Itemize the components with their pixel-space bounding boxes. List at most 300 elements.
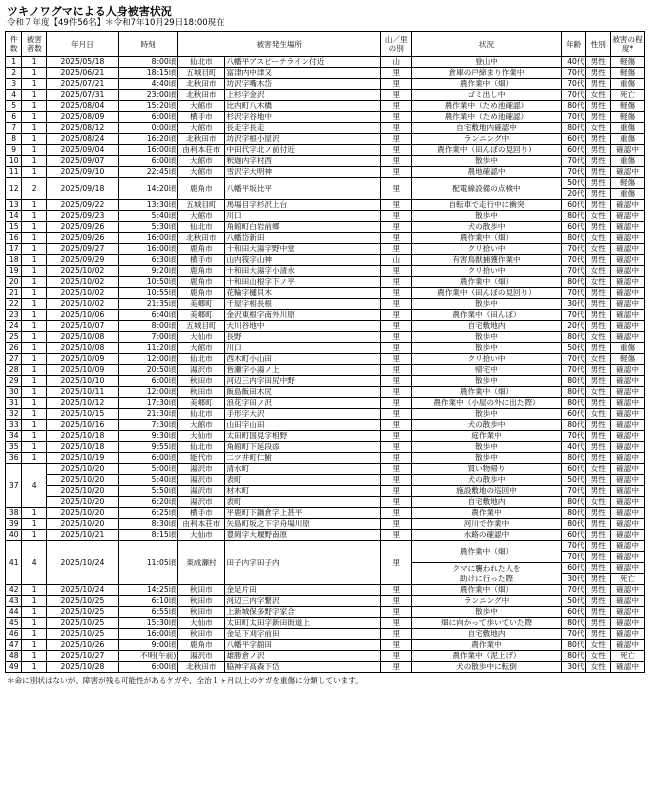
- cell-area: 里: [381, 376, 412, 387]
- cell-sex: 男性: [586, 134, 611, 145]
- cell-situation: クリ拾い中: [412, 354, 562, 365]
- cell-place: 表町: [225, 475, 381, 486]
- cell-victims: 2: [22, 178, 47, 200]
- cell-sex: 男性: [586, 288, 611, 299]
- table-row: [6, 387, 645, 398]
- cell-place: 千屋字相長根: [225, 299, 381, 310]
- cell-degree: 重傷: [611, 189, 645, 200]
- cell-degree: 確認中: [611, 607, 645, 618]
- cell-city: 北秋田市: [178, 79, 225, 90]
- cell-age: 60代: [561, 200, 586, 211]
- cell-no: 14: [6, 211, 22, 222]
- cell-time: 17:30頃: [118, 398, 177, 409]
- cell-situation: 農地確認中: [412, 167, 562, 178]
- cell-degree: 確認中: [611, 508, 645, 519]
- cell-situation: 畑に向かって歩いていた際: [412, 618, 562, 629]
- cell-no: 37: [6, 464, 22, 508]
- table-row: [6, 79, 645, 90]
- cell-area: 里: [381, 266, 412, 277]
- cell-area: 里: [381, 585, 412, 596]
- cell-degree: 確認中: [611, 596, 645, 607]
- cell-city: 美郷町: [178, 299, 225, 310]
- cell-victims: 1: [22, 233, 47, 244]
- cell-degree: 確認中: [611, 310, 645, 321]
- table-row: [6, 464, 645, 475]
- cell-time: 16:00頃: [118, 629, 177, 640]
- cell-time: 5:40頃: [118, 211, 177, 222]
- cell-situation: [412, 563, 562, 585]
- cell-area: 山: [381, 255, 412, 266]
- cell-victims: 1: [22, 585, 47, 596]
- cell-age: 30代: [561, 299, 586, 310]
- table-row: [6, 101, 645, 112]
- cell-degree: 確認中: [611, 255, 645, 266]
- cell-place: 金足下刈字前田: [225, 629, 381, 640]
- cell-age: 70代: [561, 112, 586, 123]
- cell-victims: 1: [22, 255, 47, 266]
- table-row: [6, 222, 645, 233]
- cell-area: 里: [381, 475, 412, 486]
- cell-degree: 確認中: [611, 662, 645, 673]
- cell-no: 21: [6, 288, 22, 299]
- cell-degree: 確認中: [611, 200, 645, 211]
- cell-degree: 確認中: [611, 640, 645, 651]
- cell-situation: ゴミ出し中: [412, 90, 562, 101]
- cell-city: 由利本荘市: [178, 145, 225, 156]
- cell-situation: 農作業中（泥上げ）: [412, 651, 562, 662]
- cell-area: 里: [381, 651, 412, 662]
- cell-date: 2025/09/22: [47, 200, 119, 211]
- cell-no: 36: [6, 453, 22, 464]
- cell-date: 2025/10/25: [47, 607, 119, 618]
- cell-date: 2025/10/18: [47, 431, 119, 442]
- cell-place: 中田代字北ノ前付近: [225, 145, 381, 156]
- cell-age: 80代: [561, 398, 586, 409]
- cell-degree: 確認中: [611, 519, 645, 530]
- cell-area: 里: [381, 200, 412, 211]
- cell-date: 2025/09/27: [47, 244, 119, 255]
- cell-date: 2025/09/10: [47, 167, 119, 178]
- cell-no: 23: [6, 310, 22, 321]
- cell-city: 大館市: [178, 167, 225, 178]
- cell-date: 2025/05/18: [47, 57, 119, 68]
- cell-no: 44: [6, 607, 22, 618]
- table-row: [6, 596, 645, 607]
- cell-victims: 1: [22, 321, 47, 332]
- cell-date: 2025/10/18: [47, 442, 119, 453]
- cell-no: 7: [6, 123, 22, 134]
- cell-date: 2025/09/26: [47, 222, 119, 233]
- cell-degree: 確認中: [611, 585, 645, 596]
- cell-place: 二ツ井町仁鮒: [225, 453, 381, 464]
- cell-city: 仙北市: [178, 57, 225, 68]
- cell-time: 6:40頃: [118, 310, 177, 321]
- cell-age: 30代: [561, 662, 586, 673]
- cell-sex: 男性: [586, 475, 611, 486]
- cell-victims: 1: [22, 90, 47, 101]
- cell-no: 3: [6, 79, 22, 90]
- cell-no: 49: [6, 662, 22, 673]
- cell-city: 横手市: [178, 112, 225, 123]
- cell-date: 2025/10/16: [47, 420, 119, 431]
- cell-degree: 軽傷: [611, 354, 645, 365]
- cell-age: 50代: [561, 343, 586, 354]
- cell-area: 里: [381, 508, 412, 519]
- cell-situation: 水路の確認中: [412, 530, 562, 541]
- cell-victims: 1: [22, 519, 47, 530]
- cell-no: 42: [6, 585, 22, 596]
- cell-victims: 1: [22, 618, 47, 629]
- cell-degree: 確認中: [611, 398, 645, 409]
- cell-place: 矢島町坂之下字舟場川原: [225, 519, 381, 530]
- cell-place: 脇神字高森下岱: [225, 662, 381, 673]
- cell-sex: 男性: [586, 167, 611, 178]
- cell-time: 12:00頃: [118, 387, 177, 398]
- cell-time: 21:30頃: [118, 409, 177, 420]
- cell-age: 70代: [561, 156, 586, 167]
- cell-place: 浪花字田ノ沢: [225, 398, 381, 409]
- cell-situation: 農作業中（小屋の外に出た際）: [412, 398, 562, 409]
- cell-no: 32: [6, 409, 22, 420]
- cell-situation: クリ拾い中: [412, 266, 562, 277]
- header-area: 山／里の別: [381, 32, 412, 57]
- cell-date: 2025/09/26: [47, 233, 119, 244]
- cell-no: 39: [6, 519, 22, 530]
- table-row: [6, 453, 645, 464]
- table-row: [6, 167, 645, 178]
- cell-degree: 軽傷: [611, 178, 645, 189]
- cell-place: 太田町国見字相野: [225, 431, 381, 442]
- cell-city: 大館市: [178, 156, 225, 167]
- cell-age: 70代: [561, 486, 586, 497]
- cell-city: 北秋田市: [178, 233, 225, 244]
- cell-victims: 1: [22, 376, 47, 387]
- cell-situation: ランニング中: [412, 134, 562, 145]
- cell-victims: 1: [22, 398, 47, 409]
- cell-victims: 1: [22, 288, 47, 299]
- cell-victims: 4: [22, 541, 47, 585]
- cell-situation: 帰宅中: [412, 365, 562, 376]
- cell-situation: 農作業中（田んぼ）: [412, 310, 562, 321]
- table-row: [6, 618, 645, 629]
- cell-victims: 1: [22, 365, 47, 376]
- cell-place: 平鹿町下鍋倉字上甚平: [225, 508, 381, 519]
- cell-sex: 男性: [586, 552, 611, 563]
- cell-time: 6:25頃: [118, 508, 177, 519]
- cell-no: 17: [6, 244, 22, 255]
- cell-no: 10: [6, 156, 22, 167]
- cell-situation: 農作業中（畑）: [412, 233, 562, 244]
- cell-date: 2025/10/11: [47, 387, 119, 398]
- cell-no: 25: [6, 332, 22, 343]
- cell-time: 10:50頃: [118, 277, 177, 288]
- cell-no: 11: [6, 167, 22, 178]
- cell-situation: 農作業中（田んぼの見回り）: [412, 145, 562, 156]
- cell-city: 五城目町: [178, 68, 225, 79]
- cell-place: 釈迦内字村西: [225, 156, 381, 167]
- table-row: [6, 519, 645, 530]
- cell-degree: 確認中: [611, 563, 645, 574]
- cell-date: 2025/10/20: [47, 508, 119, 519]
- cell-sex: 男性: [586, 530, 611, 541]
- cell-degree: 死亡: [611, 90, 645, 101]
- cell-time: 16:20頃: [118, 134, 177, 145]
- cell-time: 11:20頃: [118, 343, 177, 354]
- cell-area: 里: [381, 662, 412, 673]
- cell-area: 里: [381, 244, 412, 255]
- cell-situation: 自宅敷地内: [412, 497, 562, 508]
- cell-area: 里: [381, 431, 412, 442]
- cell-sex: 男性: [586, 68, 611, 79]
- cell-sex: 女性: [586, 409, 611, 420]
- cell-age: 60代: [561, 145, 586, 156]
- cell-place: 長走字長走: [225, 123, 381, 134]
- cell-time: 7:30頃: [118, 420, 177, 431]
- cell-sex: 男性: [586, 310, 611, 321]
- cell-area: 里: [381, 332, 412, 343]
- cell-sex: 男性: [586, 343, 611, 354]
- cell-sex: 女性: [586, 387, 611, 398]
- cell-place: 表町: [225, 497, 381, 508]
- cell-age: 80代: [561, 497, 586, 508]
- cell-place: 金足片田: [225, 585, 381, 596]
- cell-place: 花輪字樋貝木: [225, 288, 381, 299]
- cell-place: 川口: [225, 211, 381, 222]
- cell-place: 西木町小山田: [225, 354, 381, 365]
- table-row: [6, 134, 645, 145]
- cell-time: 22:45頃: [118, 167, 177, 178]
- cell-date: 2025/08/04: [47, 101, 119, 112]
- cell-date: 2025/09/07: [47, 156, 119, 167]
- table-row: [6, 640, 645, 651]
- cell-situation: 農作業中（畑）: [412, 277, 562, 288]
- cell-date: 2025/10/24: [47, 585, 119, 596]
- cell-age: 60代: [561, 530, 586, 541]
- cell-date: 2025/09/23: [47, 211, 119, 222]
- cell-place: 山田字山田: [225, 420, 381, 431]
- cell-city: 北秋田市: [178, 90, 225, 101]
- cell-time: 5:30頃: [118, 222, 177, 233]
- cell-victims: 1: [22, 134, 47, 145]
- cell-no: 27: [6, 354, 22, 365]
- cell-date: 2025/10/02: [47, 288, 119, 299]
- cell-sex: 男性: [586, 585, 611, 596]
- cell-city: 湯沢市: [178, 651, 225, 662]
- cell-degree: 重傷: [611, 343, 645, 354]
- cell-situation: 散歩中: [412, 211, 562, 222]
- cell-degree: 確認中: [611, 475, 645, 486]
- cell-time: 14:25頃: [118, 585, 177, 596]
- cell-victims: 1: [22, 662, 47, 673]
- cell-situation: 散歩中: [412, 453, 562, 464]
- cell-sex: 男性: [586, 57, 611, 68]
- cell-sex: 男性: [586, 607, 611, 618]
- cell-place: 杉沢字谷地中: [225, 112, 381, 123]
- cell-city: 大館市: [178, 343, 225, 354]
- cell-city: 横手市: [178, 255, 225, 266]
- cell-age: 70代: [561, 585, 586, 596]
- incident-rows: [6, 57, 645, 673]
- cell-sex: 男性: [586, 255, 611, 266]
- cell-situation: 農作業中（畑）: [412, 541, 562, 563]
- cell-city: 大館市: [178, 211, 225, 222]
- table-row: [6, 244, 645, 255]
- cell-area: 里: [381, 387, 412, 398]
- cell-no: 22: [6, 299, 22, 310]
- cell-place: 十和田山根字下ノ平: [225, 277, 381, 288]
- cell-degree: 確認中: [611, 211, 645, 222]
- cell-age: 70代: [561, 244, 586, 255]
- cell-time: 8:15頃: [118, 530, 177, 541]
- cell-age: 70代: [561, 266, 586, 277]
- cell-time: 11:05頃: [118, 541, 177, 585]
- cell-sex: 女性: [586, 640, 611, 651]
- cell-date: 2025/10/08: [47, 332, 119, 343]
- cell-degree: 確認中: [611, 497, 645, 508]
- cell-area: 里: [381, 442, 412, 453]
- cell-date: 2025/10/09: [47, 365, 119, 376]
- cell-city: 湯沢市: [178, 365, 225, 376]
- cell-time: 6:30頃: [118, 255, 177, 266]
- cell-time: 不明(午前): [118, 651, 177, 662]
- cell-place: 長野: [225, 332, 381, 343]
- cell-date: 2025/07/21: [47, 79, 119, 90]
- cell-date: 2025/08/24: [47, 134, 119, 145]
- cell-situation: 散歩中: [412, 343, 562, 354]
- cell-situation: 農作業中（畑）: [412, 387, 562, 398]
- cell-time: 9:00頃: [118, 640, 177, 651]
- cell-sex: 男性: [586, 596, 611, 607]
- cell-degree: 確認中: [611, 431, 645, 442]
- cell-sex: 女性: [586, 277, 611, 288]
- cell-victims: 1: [22, 508, 47, 519]
- cell-victims: 1: [22, 332, 47, 343]
- cell-area: 里: [381, 409, 412, 420]
- cell-age: 80代: [561, 211, 586, 222]
- cell-victims: 1: [22, 629, 47, 640]
- table-row: [6, 585, 645, 596]
- cell-victims: 1: [22, 200, 47, 211]
- table-row: [6, 178, 645, 189]
- cell-city: 湯沢市: [178, 486, 225, 497]
- cell-age: 70代: [561, 79, 586, 90]
- cell-age: 20代: [561, 189, 586, 200]
- cell-area: 里: [381, 277, 412, 288]
- cell-victims: 1: [22, 101, 47, 112]
- cell-date: 2025/10/20: [47, 497, 119, 508]
- cell-situation: 散歩中: [412, 442, 562, 453]
- cell-victims: 1: [22, 354, 47, 365]
- cell-no: 28: [6, 365, 22, 376]
- cell-city: 鹿角市: [178, 640, 225, 651]
- cell-no: 13: [6, 200, 22, 211]
- cell-time: 15:30頃: [118, 618, 177, 629]
- cell-age: 80代: [561, 508, 586, 519]
- cell-situation: 犬の散歩中に転倒: [412, 662, 562, 673]
- table-row: [6, 156, 645, 167]
- situation-line: 助けに行った際: [459, 573, 514, 583]
- cell-time: 9:55頃: [118, 442, 177, 453]
- cell-situation: 自宅敷地内確認中: [412, 123, 562, 134]
- cell-situation: 散歩中: [412, 409, 562, 420]
- cell-date: 2025/10/24: [47, 541, 119, 585]
- cell-age: 60代: [561, 409, 586, 420]
- cell-area: 里: [381, 530, 412, 541]
- table-row: [6, 288, 645, 299]
- cell-date: 2025/10/25: [47, 618, 119, 629]
- cell-no: 26: [6, 343, 22, 354]
- cell-age: 80代: [561, 376, 586, 387]
- table-row: [6, 442, 645, 453]
- cell-sex: 女性: [586, 497, 611, 508]
- cell-date: 2025/10/28: [47, 662, 119, 673]
- cell-time: 8:00頃: [118, 321, 177, 332]
- cell-place: 雪沢字大明神: [225, 167, 381, 178]
- cell-degree: 確認中: [611, 629, 645, 640]
- cell-age: 60代: [561, 563, 586, 574]
- cell-time: 9:30頃: [118, 431, 177, 442]
- cell-date: 2025/09/29: [47, 255, 119, 266]
- cell-date: 2025/10/08: [47, 343, 119, 354]
- cell-degree: 重傷: [611, 134, 645, 145]
- cell-no: 31: [6, 398, 22, 409]
- cell-age: 70代: [561, 255, 586, 266]
- cell-area: 里: [381, 222, 412, 233]
- cell-age: 80代: [561, 387, 586, 398]
- cell-city: 五城目町: [178, 321, 225, 332]
- table-row: [6, 310, 645, 321]
- cell-no: 29: [6, 376, 22, 387]
- cell-no: 34: [6, 431, 22, 442]
- cell-victims: 1: [22, 79, 47, 90]
- cell-city: 大仙市: [178, 618, 225, 629]
- cell-place: 比内町八木橋: [225, 101, 381, 112]
- cell-degree: 確認中: [611, 299, 645, 310]
- cell-situation: 散歩中: [412, 299, 562, 310]
- header-place: 被害発生場所: [178, 32, 381, 57]
- table-row: [6, 420, 645, 431]
- cell-victims: 1: [22, 145, 47, 156]
- cell-situation: 農作業中（ため池確認）: [412, 101, 562, 112]
- cell-no: 40: [6, 530, 22, 541]
- cell-place: 馬場目字杉沢上台: [225, 200, 381, 211]
- cell-place: 八幡平坂比平: [225, 178, 381, 200]
- cell-area: 里: [381, 607, 412, 618]
- cell-situation: 散歩中: [412, 156, 562, 167]
- cell-age: 80代: [561, 618, 586, 629]
- cell-time: 16:00頃: [118, 244, 177, 255]
- cell-sex: 男性: [586, 189, 611, 200]
- cell-degree: 確認中: [611, 464, 645, 475]
- cell-city: 鹿角市: [178, 178, 225, 200]
- cell-area: 里: [381, 123, 412, 134]
- cell-place: 河辺三内字繋沢: [225, 596, 381, 607]
- cell-sex: 男性: [586, 200, 611, 211]
- table-row: [6, 651, 645, 662]
- cell-date: 2025/09/04: [47, 145, 119, 156]
- cell-area: 里: [381, 167, 412, 178]
- cell-age: 70代: [561, 552, 586, 563]
- cell-victims: 1: [22, 211, 47, 222]
- cell-place: 材木町: [225, 486, 381, 497]
- cell-city: 仙北市: [178, 354, 225, 365]
- cell-age: 70代: [561, 167, 586, 178]
- cell-city: 大仙市: [178, 431, 225, 442]
- cell-city: 秋田市: [178, 596, 225, 607]
- cell-area: 里: [381, 629, 412, 640]
- cell-situation: 配電線設備の点検中: [412, 178, 562, 200]
- cell-date: 2025/10/02: [47, 299, 119, 310]
